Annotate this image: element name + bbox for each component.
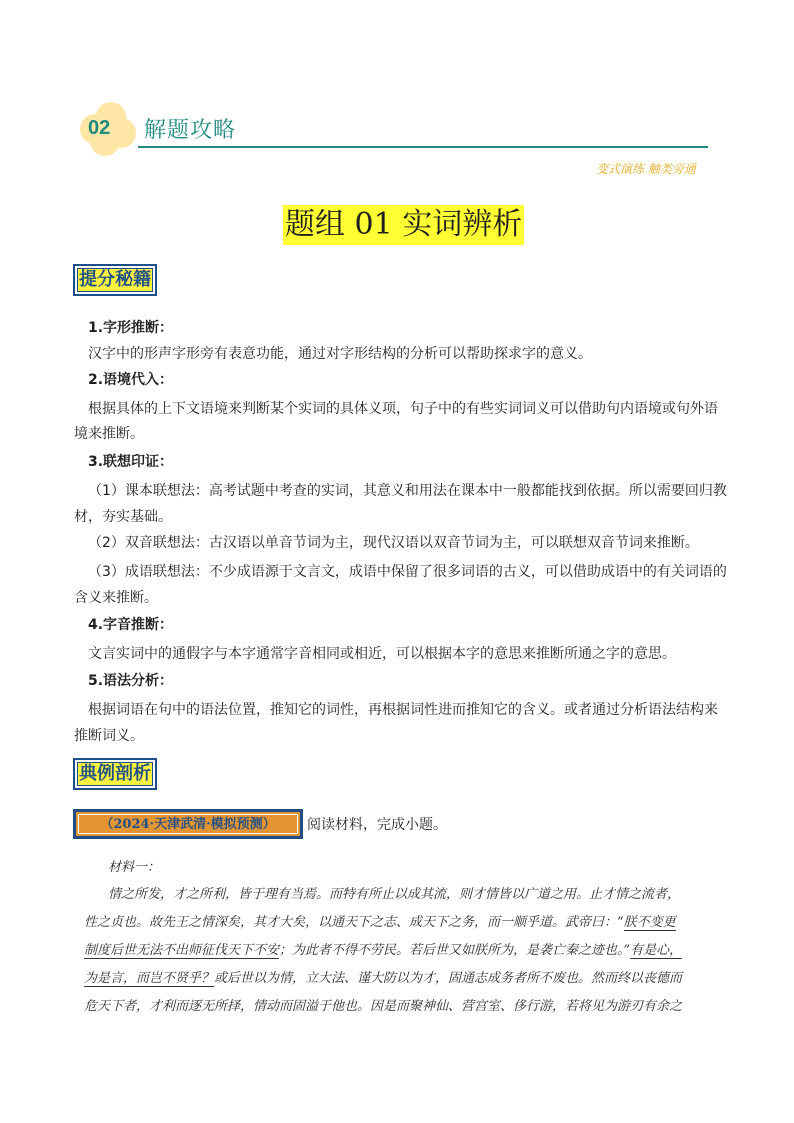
tip-heading: 2.语境代入： <box>88 372 174 388</box>
material-text: 或后世以为情，立大法、谨大防以为才，固通志成务者所不废也。然而终以丧德而 <box>214 971 683 986</box>
header-tagline: 变式演练 触类旁通 <box>596 162 696 176</box>
tip-line: 材，夯实基础。 <box>74 509 172 525</box>
instruction-text: 阅读材料，完成小题。 <box>307 817 447 833</box>
source-badge <box>73 809 303 839</box>
page-title: 题组 01 实词辨析 <box>283 205 524 245</box>
material-text: ；为此者不得不劳民。若后世又如朕所为，是袭亡秦之迹也。” <box>279 943 631 958</box>
underlined-text: 为是言，而岂不贤乎？ <box>84 971 215 986</box>
section-label-examples: 典例剖析 <box>73 758 157 790</box>
header-title: 解题攻略 <box>144 118 237 143</box>
material-line <box>84 911 676 935</box>
underlined-text: 朕不变更 <box>623 915 676 930</box>
tip-line: 境来推断。 <box>74 426 144 442</box>
tip-line: 根据词语在句中的语法位置，推知它的词性，再根据词性进而推知它的含义。或者通过分析语法结构来 <box>88 702 718 718</box>
section-badge-number: 02 <box>88 117 111 139</box>
material-line: 危天下者，才利而逐无所择，情动而固溢于他也。因是而聚神仙、营宫室、侈行游，若将见为游刃有余之 <box>84 999 683 1014</box>
underlined-text: 制度后世无法不出师征伐天下不安 <box>84 943 280 958</box>
material-line: 情之所发，才之所利，皆于理有当焉。而特有所止以成其流，则才情皆以广道之用。止才情之流者， <box>108 887 681 902</box>
material-heading: 材料一： <box>108 860 161 875</box>
tip-line: 文言实词中的通假字与本字通常字音相同或相近，可以根据本字的意思来推断所通之字的意思。 <box>88 646 676 662</box>
tip-heading: 4.字音推断： <box>88 617 174 633</box>
tip-line: 根据具体的上下文语境来判断某个实词的具体义项，句子中的有些实词词义可以借助句内语境或句外语 <box>88 401 718 417</box>
header-divider <box>138 146 708 148</box>
tip-line: 含义来推断。 <box>74 590 158 606</box>
tip-line: 汉字中的形声字形旁有表意功能，通过对字形结构的分析可以帮助探求字的意义。 <box>88 346 592 362</box>
material-line <box>84 967 682 991</box>
section-label-tips: 提分秘籍 <box>73 264 157 296</box>
tip-line: （2）双音联想法：古汉语以单音节词为主，现代汉语以双音节词为主，可以联想双音节词来推断。 <box>88 535 699 551</box>
source-text: （2024·天津武清·模拟预测） <box>78 814 298 834</box>
tip-line: （1）课本联想法：高考试题中考查的实词，其意义和用法在课本中一般都能找到依据。所以需要回归教 <box>88 483 727 499</box>
underlined-text: 有是心， <box>630 943 683 958</box>
material-text: 性之贞也。故先王之情深矣，其才大矣，以通天下之志、成天下之务，而一顺乎道。武帝曰：“ <box>84 915 624 930</box>
material-line <box>84 939 682 963</box>
tip-line: 推断词义。 <box>74 728 144 744</box>
tip-heading: 3.联想印证： <box>88 454 174 470</box>
tip-heading: 1.字形推断： <box>88 320 174 336</box>
tip-heading: 5.语法分析： <box>88 673 174 689</box>
tip-line: （3）成语联想法：不少成语源于文言文，成语中保留了很多词语的古义，可以借助成语中的有关词语的 <box>88 564 727 580</box>
